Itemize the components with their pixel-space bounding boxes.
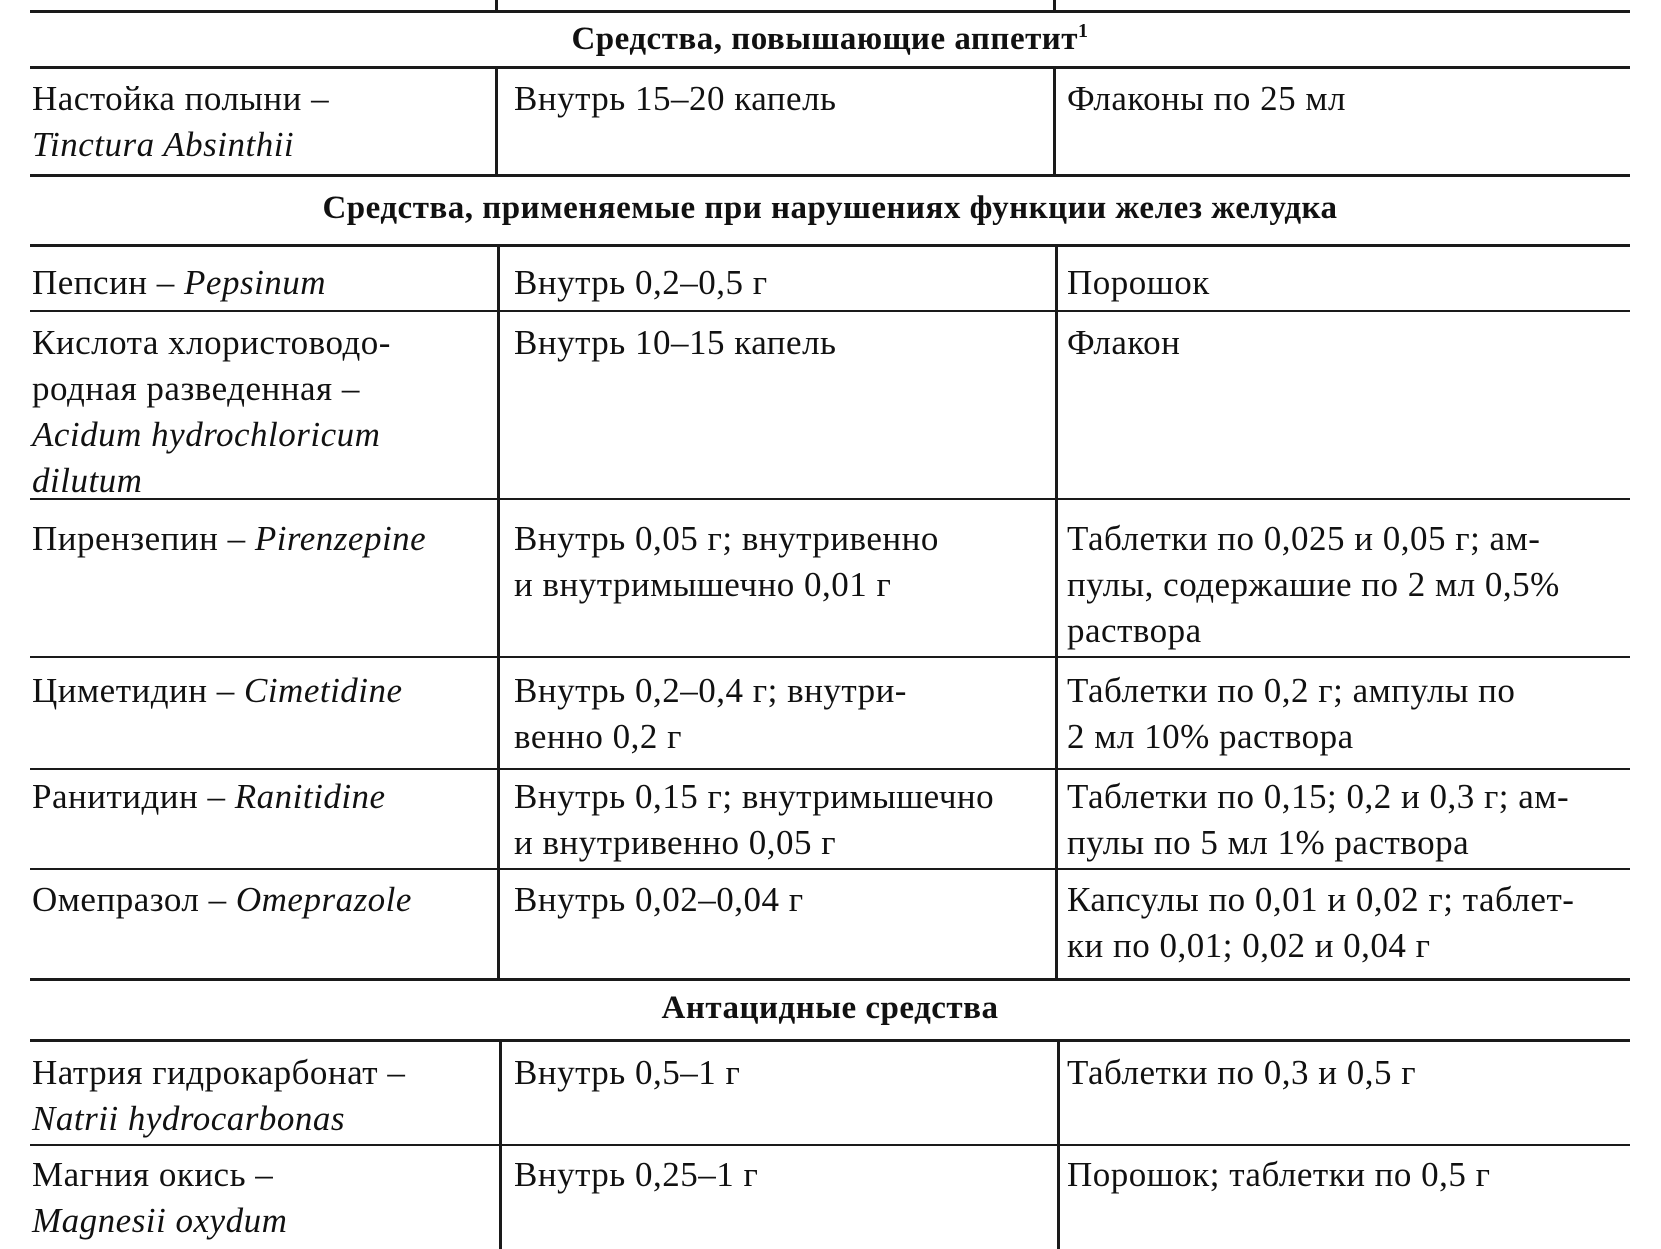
drug-name-lat: Cimetidine (243, 671, 403, 710)
form-hcl: Флакон (1067, 323, 1181, 362)
drug-name-lat: Magnesii oxydum (32, 1201, 288, 1240)
form-line1: Таблетки по 0,2 г; ампулы по (1067, 671, 1516, 710)
drug-name-lat: Tinctura Absinthii (32, 125, 295, 164)
dose-absinthium: Внутрь 15–20 капель (514, 79, 837, 118)
form-line2: 2 мл 10% раствора (1067, 717, 1354, 756)
drug-name-lat: Ranitidine (234, 777, 386, 816)
form-line1: Таблетки по 0,025 и 0,05 г; ам- (1067, 519, 1541, 558)
dose-pepsin: Внутрь 0,2–0,5 г (514, 263, 768, 302)
drug-name-lat-line1: Acidum hydrochloricum (32, 415, 381, 454)
drug-name-pirenzepine (32, 516, 487, 562)
section-header-appetite (30, 19, 1630, 59)
section-header-gastric-glands (30, 188, 1630, 228)
footnote-marker: 1 (1078, 20, 1089, 42)
rule-1 (30, 66, 1630, 69)
form-line2: ки по 0,01; 0,02 и 0,04 г (1067, 926, 1431, 965)
dose-line2: венно 0,2 г (514, 717, 682, 756)
drug-name-hcl (32, 320, 487, 504)
section-title-antacids: Антацидные средства (661, 990, 999, 1026)
drug-name-lat: Pepsinum (184, 263, 327, 302)
drug-name-ru: Омепразол – (32, 880, 227, 919)
drug-name-ru: Пирензепин – (32, 519, 246, 558)
col-divider-1-a (495, 68, 498, 176)
form-line1: Капсулы по 0,01 и 0,02 г; таблет- (1067, 880, 1575, 919)
drug-name-ru: Магния окись – (32, 1155, 274, 1194)
rule-11 (30, 1144, 1630, 1146)
dose-natrium: Внутрь 0,5–1 г (514, 1053, 741, 1092)
rule-3 (30, 244, 1630, 247)
form-line2: пулы по 5 мл 1% раствора (1067, 823, 1470, 862)
drug-name-lat: Omeprazole (235, 880, 412, 919)
drug-name-cimetidine (32, 668, 487, 714)
dose-line1: Внутрь 0,15 г; внутримышечно (514, 777, 995, 816)
rule-7 (30, 768, 1630, 770)
form-magnesium: Порошок; таблетки по 0,5 г (1067, 1155, 1491, 1194)
drug-name-ru-line1: Кислота хлористоводо- (32, 323, 391, 362)
drug-name-natrium (32, 1050, 487, 1142)
dose-ranitidine (514, 774, 1059, 866)
form-pirenzepine (1067, 516, 1639, 654)
form-pepsin: Порошок (1067, 263, 1210, 302)
drug-name-pepsin (32, 260, 487, 306)
form-absinthium: Флаконы по 25 мл (1067, 79, 1346, 118)
dose-omeprazole: Внутрь 0,02–0,04 г (514, 880, 804, 919)
drug-name-lat: Pirenzepine (254, 519, 427, 558)
section-title-appetite: Средства, повышающие аппетит (571, 21, 1079, 57)
drug-name-magnesium (32, 1152, 487, 1244)
drug-name-absinthium (32, 76, 487, 168)
drug-name-ru: Циметидин – (32, 671, 235, 710)
form-line3: раствора (1067, 611, 1202, 650)
form-line1: Таблетки по 0,15; 0,2 и 0,3 г; ам- (1067, 777, 1570, 816)
form-omeprazole (1067, 877, 1639, 969)
drug-name-ru: Настойка полыни – (32, 79, 330, 118)
rule-2 (30, 174, 1630, 177)
drug-name-ru: Пепсин – (32, 263, 175, 302)
dose-line2: и внутримышечно 0,01 г (514, 565, 892, 604)
dose-line1: Внутрь 0,2–0,4 г; внутри- (514, 671, 907, 710)
form-ranitidine (1067, 774, 1639, 866)
dose-cimetidine (514, 668, 1059, 760)
form-cimetidine (1067, 668, 1639, 760)
rule-9 (30, 978, 1630, 981)
drug-name-lat-line2: dilutum (32, 461, 143, 500)
dose-line1: Внутрь 0,05 г; внутривенно (514, 519, 939, 558)
rule-top (30, 10, 1630, 13)
rule-6 (30, 656, 1630, 658)
dose-magnesium: Внутрь 0,25–1 г (514, 1155, 759, 1194)
drug-name-ru: Натрия гидрокарбонат – (32, 1053, 406, 1092)
drug-name-ranitidine (32, 774, 487, 820)
form-natrium: Таблетки по 0,3 и 0,5 г (1067, 1053, 1417, 1092)
drug-name-ru-line2: родная разведенная – (32, 369, 360, 408)
rule-4 (30, 310, 1630, 312)
rule-10 (30, 1039, 1630, 1042)
drug-name-lat: Natrii hydrocarbonas (32, 1099, 346, 1138)
section-header-antacids (30, 988, 1630, 1028)
section-title-gastric-glands: Средства, применяемые при нарушениях функции желез желудка (322, 190, 1338, 226)
dose-hcl: Внутрь 10–15 капель (514, 323, 837, 362)
dose-pirenzepine (514, 516, 1059, 608)
drug-name-omeprazole (32, 877, 487, 923)
form-line2: пулы, содержашие по 2 мл 0,5% (1067, 565, 1560, 604)
drug-name-ru: Ранитидин – (32, 777, 226, 816)
rule-8 (30, 868, 1630, 870)
dose-line2: и внутривенно 0,05 г (514, 823, 837, 862)
